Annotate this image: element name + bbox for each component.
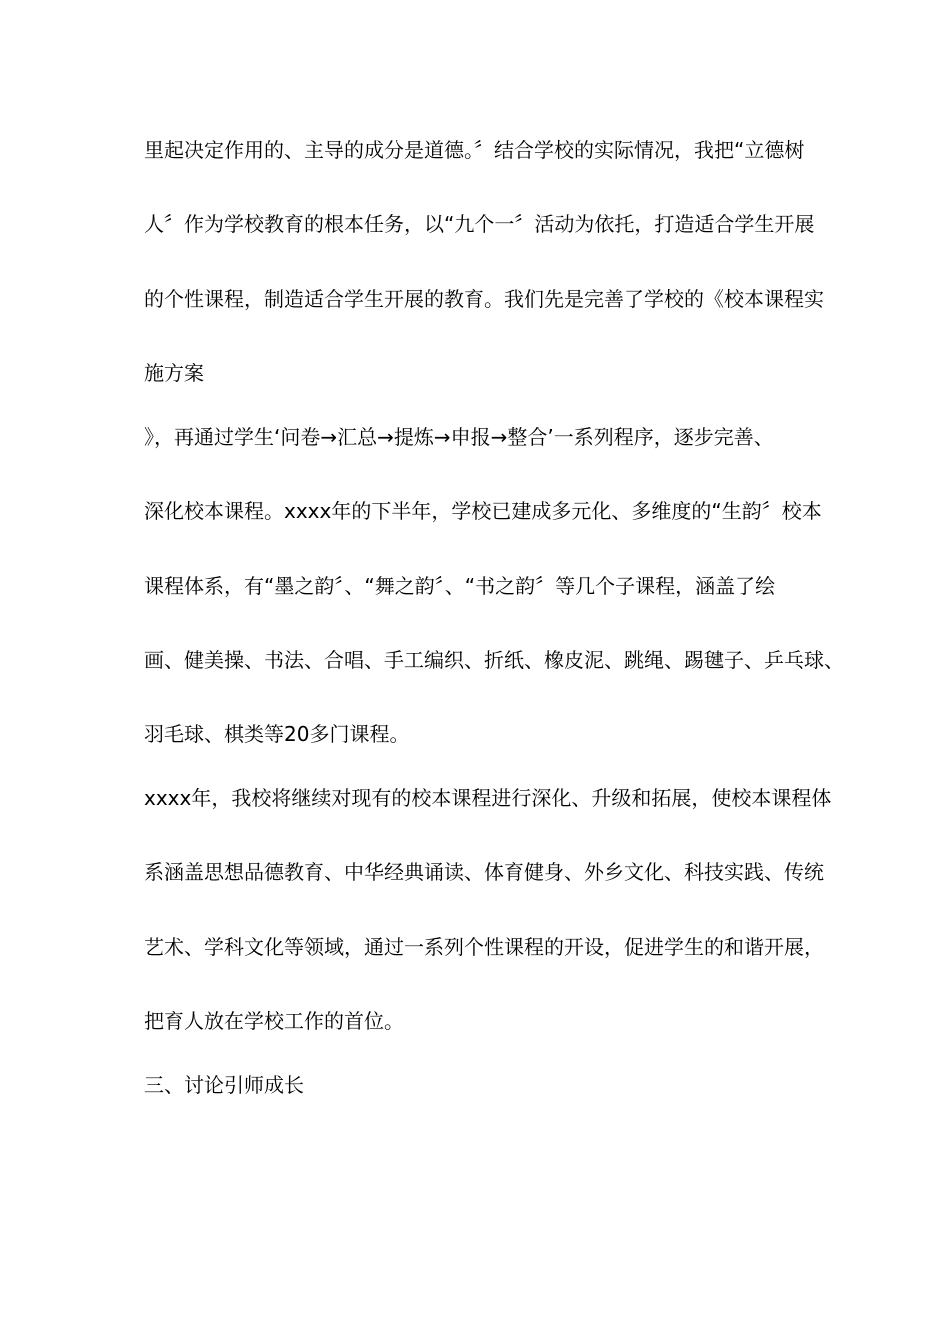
paragraph-line: 里起决定作用的、主导的成分是道德。〞结合学校的实际情况，我把“立德树 xyxy=(144,138,805,162)
paragraph-line: 施方案 xyxy=(144,361,204,385)
paragraph-line: 艺术、学科文化等领域，通过一系列个性课程的开设，促进学生的和谐开展， xyxy=(144,935,824,959)
paragraph-line: 系涵盖思想品德教育、中华经典诵读、体育健身、外乡文化、科技实践、传统 xyxy=(144,860,824,884)
section-heading: 三、讨论引师成长 xyxy=(144,1073,304,1097)
paragraph-line: xxxx年，我校将继续对现有的校本课程进行深化、升级和拓展，使校本课程体 xyxy=(144,786,832,810)
paragraph-line: 课程体系，有“墨之韵〞、“舞之韵〞、“书之韵〞等几个子课程，涵盖了绘 xyxy=(144,574,776,598)
paragraph-line: 深化校本课程。xxxx年的下半年，学校已建成多元化、多维度的“生韵〞校本 xyxy=(144,499,822,523)
paragraph-line: 把育人放在学校工作的首位。 xyxy=(144,1009,404,1033)
paragraph-line: 画、健美操、书法、合唱、手工编织、折纸、橡皮泥、跳绳、踢毽子、乒乓球、 xyxy=(144,648,844,672)
paragraph-line: 人〞作为学校教育的根本任务，以“九个一〞活动为依托，打造适合学生开展 xyxy=(144,212,815,236)
paragraph-line: 》，再通过学生‘问卷→汇总→提炼→申报→整合’一系列程序，逐步完善、 xyxy=(144,425,774,449)
paragraph-line: 的个性课程，制造适合学生开展的教育。我们先是完善了学校的《校本课程实 xyxy=(144,287,824,311)
paragraph-line: 羽毛球、棋类等20多门课程。 xyxy=(144,722,410,746)
